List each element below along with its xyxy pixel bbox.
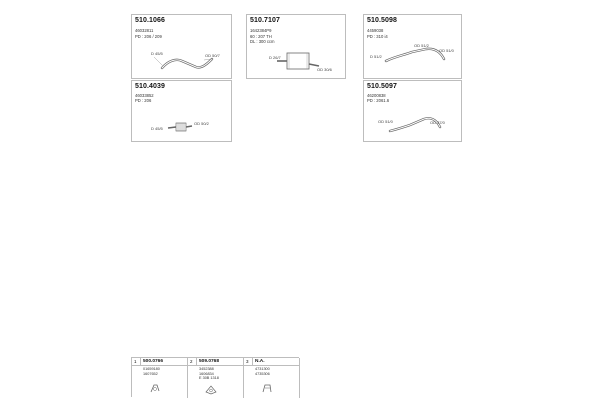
dimension-label: OD 51/0 (378, 119, 393, 124)
accessory-code: N.A. (255, 359, 265, 364)
part-number: 510.5098 (367, 17, 397, 24)
flex-pipe-drawing (132, 81, 233, 143)
dimension-label: OD 50/2 (194, 121, 209, 126)
exhaust-pipe-drawing (364, 81, 463, 143)
dimension-label: D 45/5 (151, 51, 163, 56)
accessory-ref: 1606834 (199, 371, 214, 376)
exhaust-pipe-drawing (364, 15, 463, 80)
dimension-label: OD 37/0 (430, 120, 445, 125)
accessory-cell[interactable] (132, 358, 188, 398)
accessory-cell[interactable] (244, 358, 300, 398)
part-oem-code: 46033852 (135, 93, 154, 98)
clamp-drawing (148, 382, 162, 394)
part-number: 510.1066 (135, 17, 165, 24)
part-card-510-5097[interactable] (363, 80, 462, 142)
bracket-drawing (260, 382, 274, 394)
accessory-code: 500.0766 (143, 359, 164, 364)
accessory-header (132, 358, 187, 366)
accessory-cell[interactable] (188, 358, 244, 398)
part-oem-code: 46032811 (135, 28, 154, 33)
part-oem-code: 1642384P9 (250, 28, 272, 33)
part-card-510-7107[interactable] (246, 14, 346, 79)
accessory-index: 1 (134, 359, 137, 364)
dimension-label: OD 51/0 (439, 48, 454, 53)
part-fitment: PD : 2061.6 (367, 98, 390, 103)
accessory-ref: 4731300 (255, 367, 270, 371)
accessory-header (188, 358, 243, 366)
accessory-index: 3 (246, 359, 249, 364)
silencer-drawing (247, 15, 347, 80)
dimension-label: OD 50/7 (205, 53, 220, 58)
accessory-code: 509.0768 (199, 359, 220, 364)
part-fitment: PD : 310 i4 (367, 34, 388, 39)
accessory-index: 2 (190, 359, 193, 364)
part-oem-code: 46200838 (367, 93, 386, 98)
accessory-ref: 3452388 (199, 367, 214, 371)
dimension-label: OD 30/6 (317, 67, 332, 72)
accessory-header (244, 358, 299, 366)
header-divider (140, 358, 141, 366)
dimension-label: D 26/7 (269, 55, 281, 60)
dimension-label: D 45/5 (151, 126, 163, 131)
part-card-510-1066[interactable] (131, 14, 232, 79)
accessory-ref: 1607652 (143, 372, 158, 376)
part-fitment: PD : 206 / 209 (135, 34, 162, 39)
accessory-ref: 4735306 (255, 372, 270, 376)
header-divider (196, 358, 197, 366)
exhaust-pipe-drawing (132, 15, 233, 80)
part-card-510-4039[interactable] (131, 80, 232, 142)
accessory-ref: 01659180 (143, 367, 160, 371)
part-fitment: 60 : 207 TH (250, 34, 272, 39)
part-number: 510.7107 (250, 17, 280, 24)
part-card-510-5098[interactable] (363, 14, 462, 79)
dimension-label: OD 51/2 (414, 43, 429, 48)
header-divider (252, 358, 253, 366)
part-number: 510.5097 (367, 83, 397, 90)
dimension-label: D 51/2 (370, 54, 382, 59)
part-oem-code: 4459038 (367, 28, 384, 33)
gasket-drawing (204, 384, 218, 396)
part-number: 510.4039 (135, 83, 165, 90)
part-spec: DL : 300 ccm (250, 39, 275, 44)
accessories-table (131, 357, 299, 397)
accessory-ref: E 30B 1318 (199, 376, 219, 380)
part-fitment: PD : 206 (135, 98, 152, 103)
